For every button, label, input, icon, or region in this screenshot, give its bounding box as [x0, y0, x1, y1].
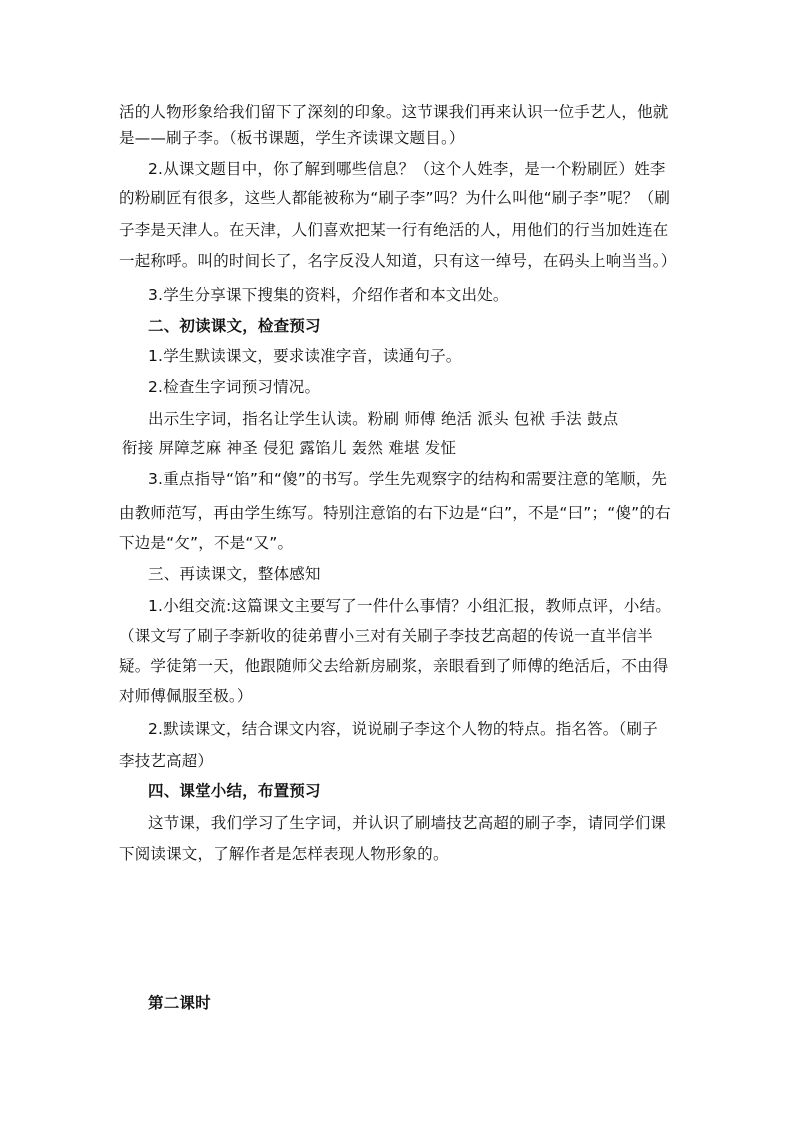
- paragraph-line: 3.重点指导“馅”和“傻”的书写。学生先观察字的结构和需要注意的笔顺，先: [148, 470, 668, 488]
- paragraph-line: 2.从课文题目中，你了解到哪些信息？（这个人姓李，是一个粉刷匠）姓李: [148, 160, 666, 178]
- paragraph-line: 下阅读课文，了解作者是怎样表现人物形象的。: [119, 845, 449, 863]
- section-heading: 二、初读课文，检查预习: [148, 317, 321, 335]
- paragraph-line: 3.学生分享课下搜集的资料，介绍作者和本文出处。: [148, 286, 509, 304]
- section-heading: 四、课堂小结，布置预习: [148, 782, 321, 800]
- paragraph-line: 这节课，我们学习了生字词，并认识了刷墙技艺高超的刷子李，请同学们课: [148, 814, 667, 832]
- paragraph-line: 2.默读课文，结合课文内容，说说刷子李这个人物的特点。指名答。（刷子: [148, 720, 658, 738]
- paragraph-line: 1.小组交流:这篇课文主要写了一件什么事情？小组汇报，教师点评，小结。: [148, 597, 672, 615]
- lesson-heading: 第二课时: [148, 994, 211, 1012]
- paragraph-line: 是——刷子李。（板书课题，学生齐读课文题目。）: [119, 129, 465, 147]
- paragraph-line: 由教师范写，再由学生练写。特别注意馅的右下边是“臼”，不是“曰”；“傻”的右: [119, 504, 671, 522]
- paragraph-line: 李技艺高超）: [119, 752, 214, 770]
- paragraph-line: 1.学生默读课文，要求读准字音，读通句子。: [148, 347, 462, 365]
- paragraph-line: 活的人物形象给我们留下了深刻的印象。这节课我们再来认识一位手艺人，他就: [119, 103, 669, 121]
- paragraph-line: 疑。学徒第一天，他跟随师父去给新房刷浆，亲眼看到了师傅的绝活后，不由得: [119, 657, 669, 675]
- paragraph-line: 对师傅佩服至极。）: [119, 687, 253, 705]
- paragraph-line: 一起称呼。叫的时间长了，名字反没人知道，只有这一绰号，在码头上响当当。）: [119, 252, 677, 270]
- vocabulary-line: 衔接 屏障芝麻 神圣 侵犯 露馅儿 轰然 难堪 发怔: [122, 439, 457, 457]
- paragraph-line: 下边是“攵”，不是“又”。: [119, 534, 294, 552]
- paragraph-line: （课文写了刷子李新收的徒弟曹小三对有关刷子李技艺高超的传说一直半信半: [119, 627, 653, 645]
- paragraph-line: 的粉刷匠有很多，这些人都能被称为“刷子李”吗？为什么叫他“刷子李”呢？（刷: [119, 189, 671, 207]
- section-heading: 三、再读课文，整体感知: [148, 565, 321, 583]
- paragraph-line: 出示生字词，指名让学生认读。粉刷 师傅 绝活 派头 包袱 手法 鼓点: [148, 410, 619, 428]
- paragraph-line: 子李是天津人。在天津，人们喜欢把某一行有绝活的人，用他们的行当加姓连在: [119, 221, 669, 239]
- paragraph-line: 2.检查生字词预习情况。: [148, 378, 321, 396]
